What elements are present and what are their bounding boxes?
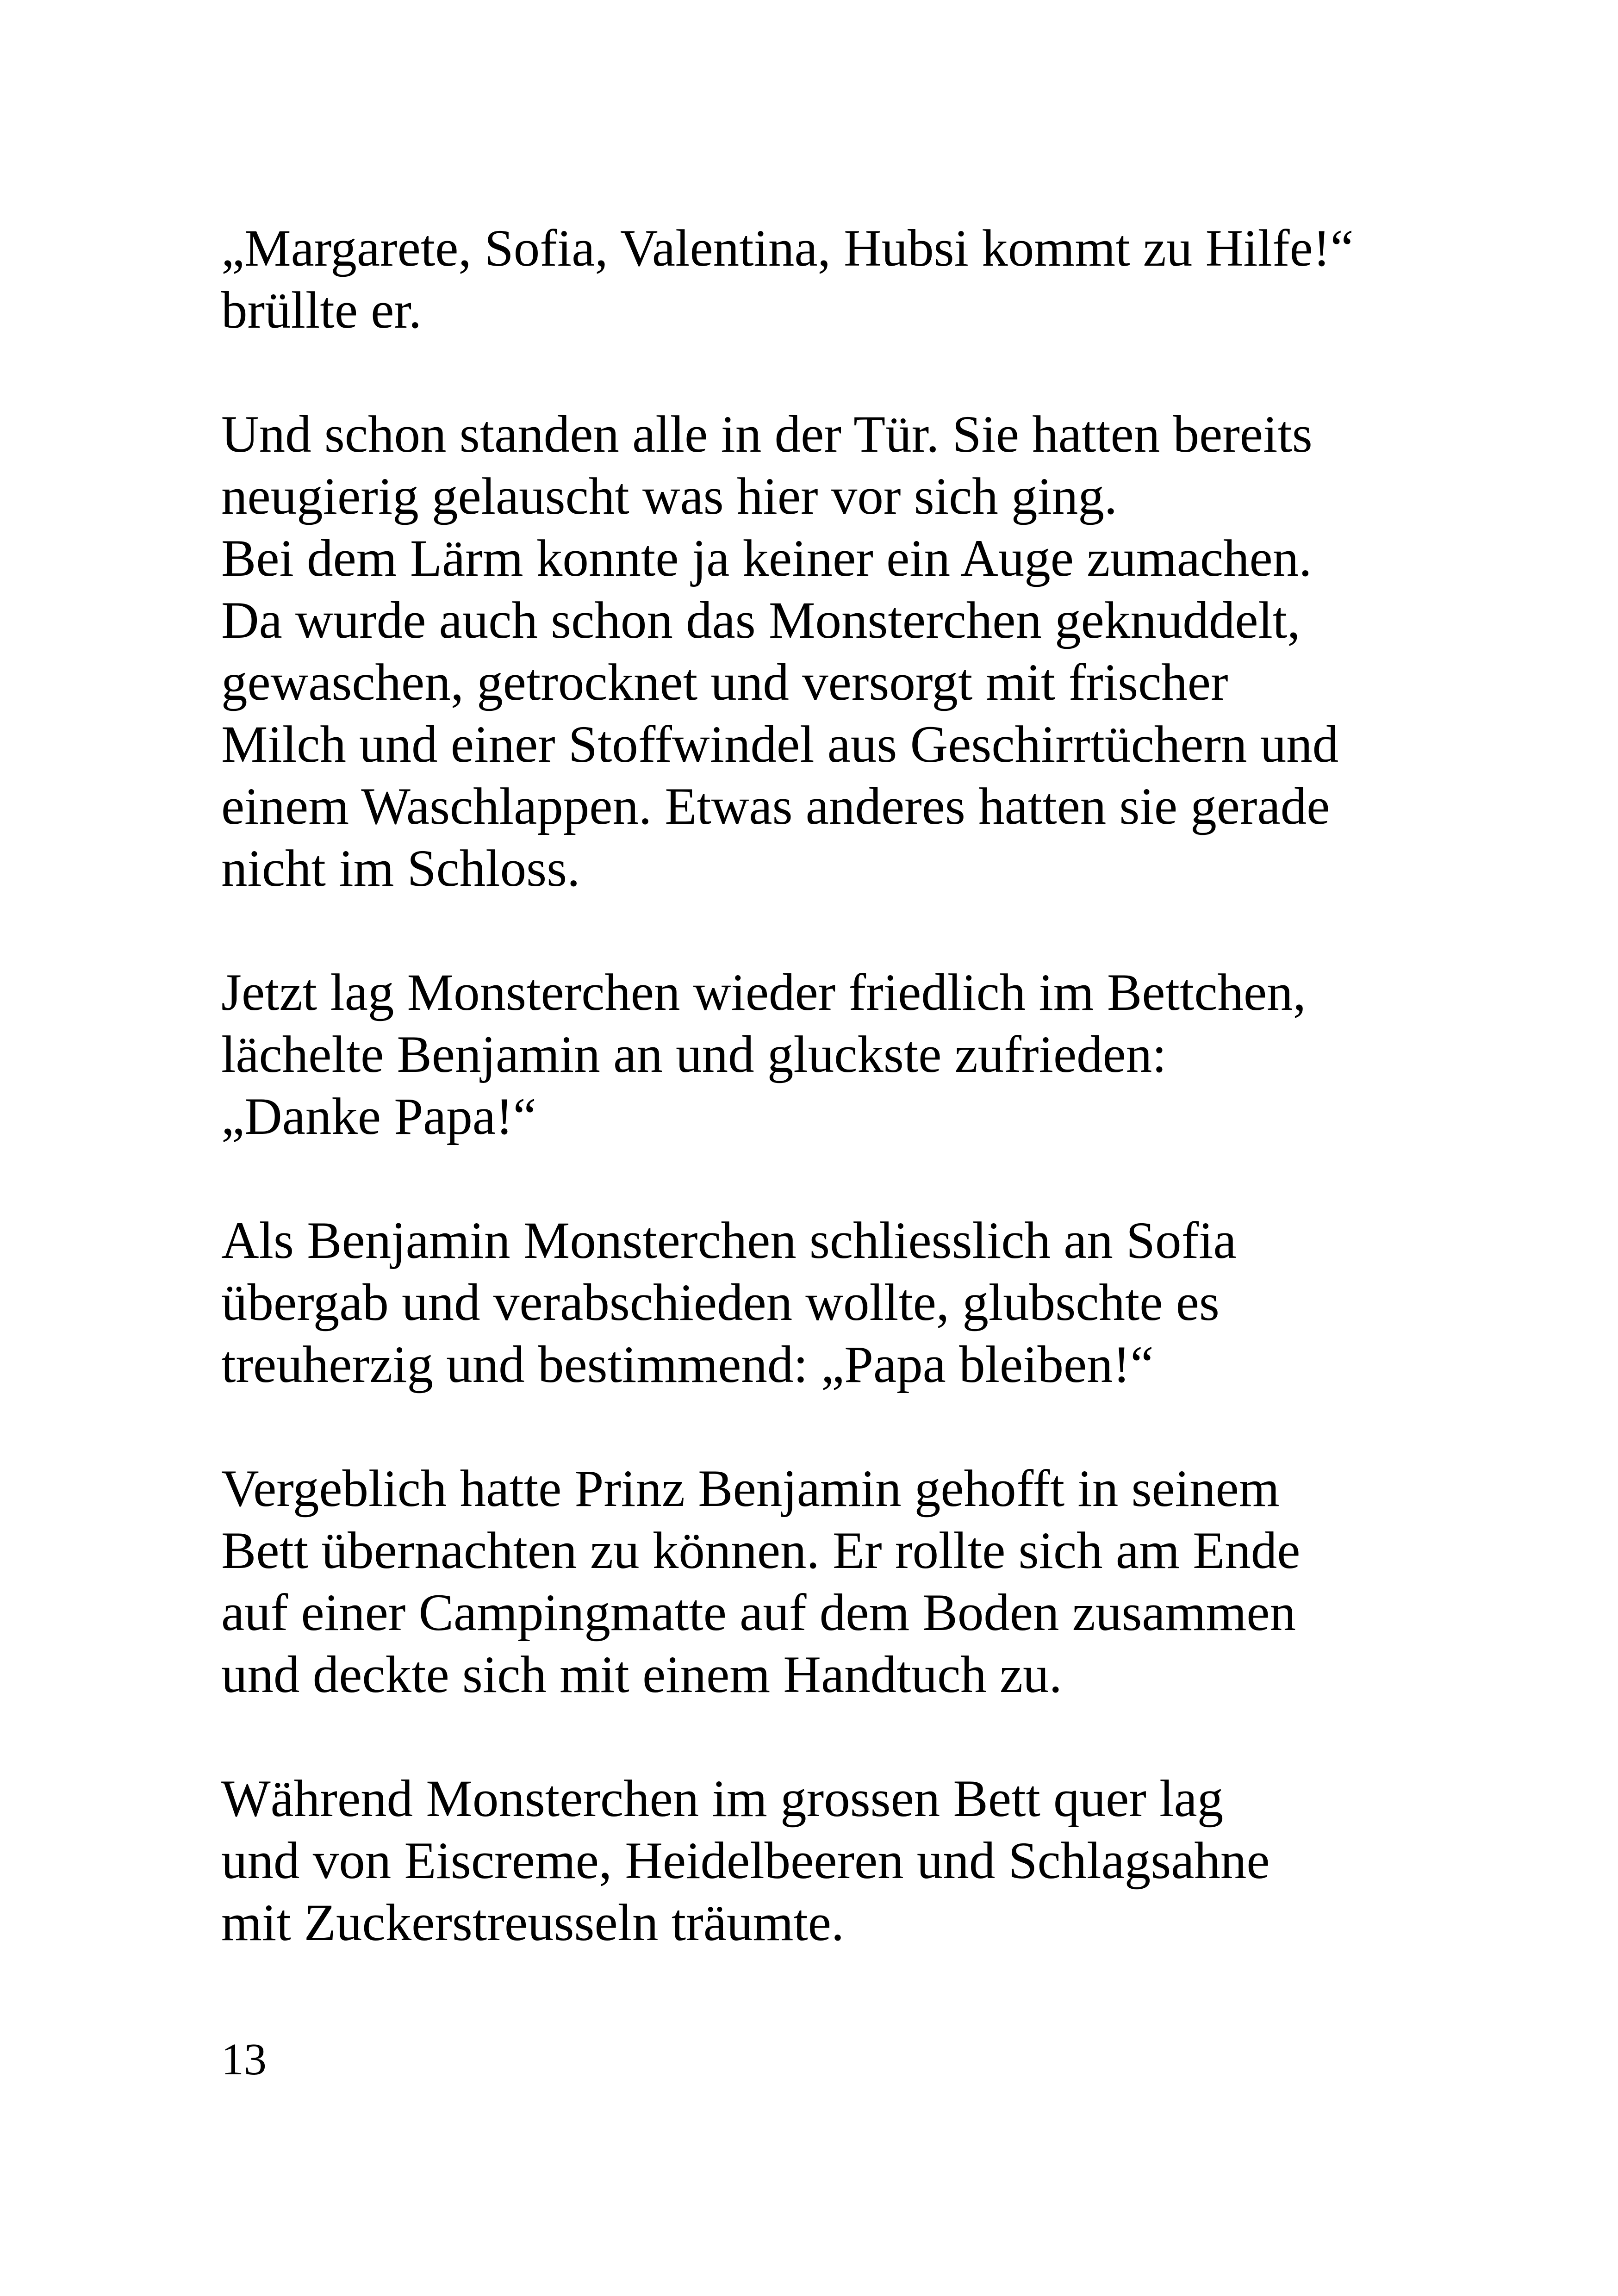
text-line: treuherzig und bestimmend: „Papa bleiben!“ [221,1336,1154,1394]
text-line: Vergeblich hatte Prinz Benjamin gehofft in seinem [221,1460,1280,1518]
text-line: gewaschen, getrocknet und versorgt mit frischer [221,653,1228,711]
text-line: Bett übernachten zu können. Er rollte sich am Ende [221,1522,1301,1580]
text-line: Jetzt lag Monsterchen wieder friedlich im Bettchen, [221,964,1306,1021]
paragraph-6 [221,1768,1471,1954]
text-line: lächelte Benjamin an und gluckste zufrieden: [221,1026,1167,1083]
text-line: brüllte er. [221,281,422,339]
text-line: „Margarete, Sofia, Valentina, Hubsi kommt zu Hilfe!“ [221,219,1354,277]
text-line: Und schon standen alle in der Tür. Sie hatten bereits [221,405,1313,463]
text-line: und von Eiscreme, Heidelbeeren und Schlagsahne [221,1832,1270,1890]
text-line: „Danke Papa!“ [221,1088,536,1145]
text-line: neugierig gelauscht was hier vor sich ging. [221,467,1118,525]
text-line: Bei dem Lärm konnte ja keiner ein Auge zumachen. [221,529,1312,587]
text-line: einem Waschlappen. Etwas anderes hatten sie gerade [221,778,1330,835]
paragraph-4 [221,1210,1471,1396]
text-line: mit Zuckerstreusseln träumte. [221,1894,845,1952]
paragraph-3 [221,962,1471,1148]
text-line: Während Monsterchen im grossen Bett quer lag [221,1770,1224,1828]
page-number: 13 [221,2035,267,2084]
paragraph-2 [221,404,1471,900]
paragraph-1 [221,218,1471,342]
text-line: Da wurde auch schon das Monsterchen geknuddelt, [221,591,1301,649]
paragraph-5 [221,1458,1471,1706]
text-line: auf einer Campingmatte auf dem Boden zusammen [221,1584,1296,1642]
text-line: nicht im Schloss. [221,840,580,897]
text-line: und deckte sich mit einem Handtuch zu. [221,1646,1062,1704]
text-line: Als Benjamin Monsterchen schliesslich an Sofia [221,1212,1237,1269]
text-line: übergab und verabschieden wollte, glubschte es [221,1274,1220,1332]
text-line: Milch und einer Stoffwindel aus Geschirrtüchern und [221,716,1339,773]
page-body [221,218,1471,2016]
